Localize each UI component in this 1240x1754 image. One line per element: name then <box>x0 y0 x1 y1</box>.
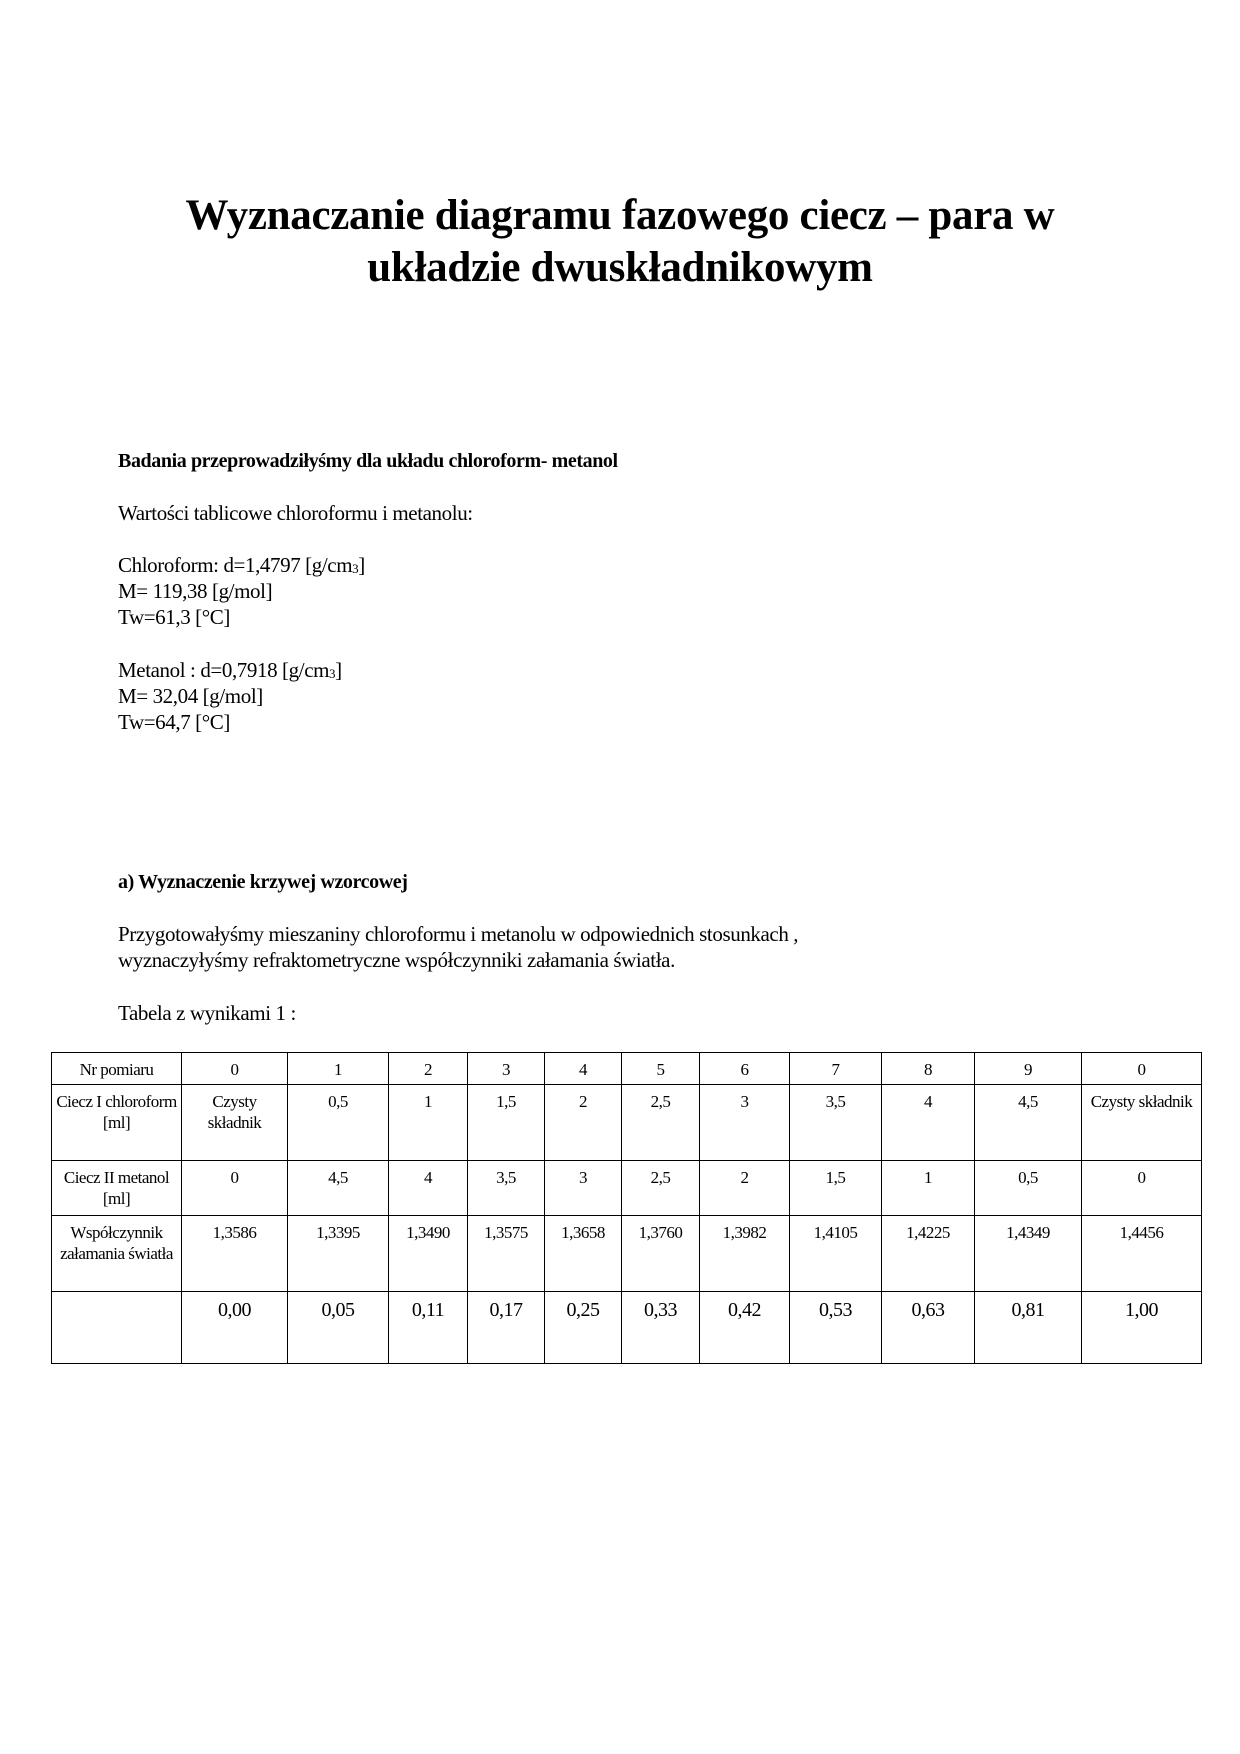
table-cell: 1,5 <box>790 1161 882 1216</box>
table-cell: 4 <box>882 1085 975 1161</box>
table-cell: 2,5 <box>622 1085 700 1161</box>
table-cell: 1,3586 <box>182 1216 288 1292</box>
row-header: Ciecz I chloroform [ml] <box>52 1085 182 1161</box>
table-cell: 1,3490 <box>389 1216 468 1292</box>
table-cell: 9 <box>975 1053 1082 1085</box>
table-cell: 0,5 <box>975 1161 1082 1216</box>
table-cell: 1,3982 <box>700 1216 790 1292</box>
table-cell: 1,3760 <box>622 1216 700 1292</box>
table-cell: 1,3395 <box>288 1216 389 1292</box>
table-cell: 1,4225 <box>882 1216 975 1292</box>
table-cell: 4,5 <box>288 1161 389 1216</box>
table-cell: 8 <box>882 1053 975 1085</box>
table-cell: 4 <box>389 1161 468 1216</box>
table-cell: 0,33 <box>622 1292 700 1364</box>
table-cell: 0 <box>182 1053 288 1085</box>
table-cell: 1 <box>882 1161 975 1216</box>
title-line-1: Wyznaczanie diagramu fazowego ciecz – para w <box>185 192 1055 239</box>
table-cell: 0,53 <box>790 1292 882 1364</box>
table-cell: 3 <box>700 1085 790 1161</box>
table-cell: 0 <box>1082 1161 1202 1216</box>
table-cell: 3 <box>545 1161 622 1216</box>
section-a-paragraph-2: wyznaczyłyśmy refraktometryczne współczynniki załamania światła. <box>118 948 675 972</box>
table-cell: 1,4105 <box>790 1216 882 1292</box>
table-values-label: Wartości tablicowe chloroformu i metanolu: <box>118 501 473 525</box>
table-cell: Czysty składnik <box>1082 1085 1202 1161</box>
table-cell: 0,81 <box>975 1292 1082 1364</box>
table-cell: 0,05 <box>288 1292 389 1364</box>
table-cell: 0,25 <box>545 1292 622 1364</box>
table-cell: 2 <box>700 1161 790 1216</box>
table-cell: 1,00 <box>1082 1292 1202 1364</box>
table-cell: 1 <box>389 1085 468 1161</box>
table-cell: 0,5 <box>288 1085 389 1161</box>
table-caption: Tabela z wynikami 1 : <box>118 1001 296 1025</box>
table-cell: 3,5 <box>468 1161 545 1216</box>
table-row <box>52 1053 1202 1085</box>
section-a-paragraph-1: Przygotowałyśmy mieszaniny chloroformu i metanolu w odpowiednich stosunkach , <box>118 922 799 946</box>
row-header <box>52 1292 182 1364</box>
row-header: Nr pomiaru <box>52 1053 182 1085</box>
row-header: Współczynnik załamania światła <box>52 1216 182 1292</box>
table-cell: 2 <box>545 1085 622 1161</box>
table-cell: 4,5 <box>975 1085 1082 1161</box>
table-cell: 1,4349 <box>975 1216 1082 1292</box>
table-cell: 0 <box>1082 1053 1202 1085</box>
table-row <box>52 1216 1202 1292</box>
table-cell: 1,4456 <box>1082 1216 1202 1292</box>
table-cell: Czysty składnik <box>182 1085 288 1161</box>
table-row <box>52 1292 1202 1364</box>
table-row <box>52 1161 1202 1216</box>
table-cell: 1,3658 <box>545 1216 622 1292</box>
chloroform-density: Chloroform: d=1,4797 $[g/cm_3]$ <box>118 553 365 577</box>
table-cell: 0,42 <box>700 1292 790 1364</box>
page-title <box>0 190 1240 294</box>
table-cell: 1,3575 <box>468 1216 545 1292</box>
title-line-2: układzie dwuskładnikowym <box>367 244 873 291</box>
table-cell: 2 <box>389 1053 468 1085</box>
table-cell: 7 <box>790 1053 882 1085</box>
table-cell: 2,5 <box>622 1161 700 1216</box>
table-cell: 1,5 <box>468 1085 545 1161</box>
table-cell: 0,11 <box>389 1292 468 1364</box>
chloroform-molar-mass: M= 119,38 [g/mol] <box>118 579 273 603</box>
metanol-boiling-point: Tw=64,7 [°C] <box>118 710 230 734</box>
table-cell: 4 <box>545 1053 622 1085</box>
table-cell: 0,17 <box>468 1292 545 1364</box>
chloroform-boiling-point: Tw=61,3 [°C] <box>118 605 230 629</box>
intro-heading: Badania przeprowadziłyśmy dla układu chloroform- metanol <box>118 450 618 472</box>
table-cell: 3 <box>468 1053 545 1085</box>
table-cell: 5 <box>622 1053 700 1085</box>
table-cell: 0,63 <box>882 1292 975 1364</box>
results-table <box>51 1052 1202 1364</box>
metanol-density: Metanol : d=0,7918 $[g/cm_3]$ <box>118 658 342 682</box>
table-cell: 0 <box>182 1161 288 1216</box>
section-a-heading: a) Wyznaczenie krzywej wzorcowej <box>118 871 408 893</box>
table-cell: 6 <box>700 1053 790 1085</box>
table-row <box>52 1085 1202 1161</box>
metanol-molar-mass: M= 32,04 [g/mol] <box>118 684 263 708</box>
table-cell: 3,5 <box>790 1085 882 1161</box>
table-cell: 1 <box>288 1053 389 1085</box>
table-cell: 0,00 <box>182 1292 288 1364</box>
row-header: Ciecz II metanol [ml] <box>52 1161 182 1216</box>
